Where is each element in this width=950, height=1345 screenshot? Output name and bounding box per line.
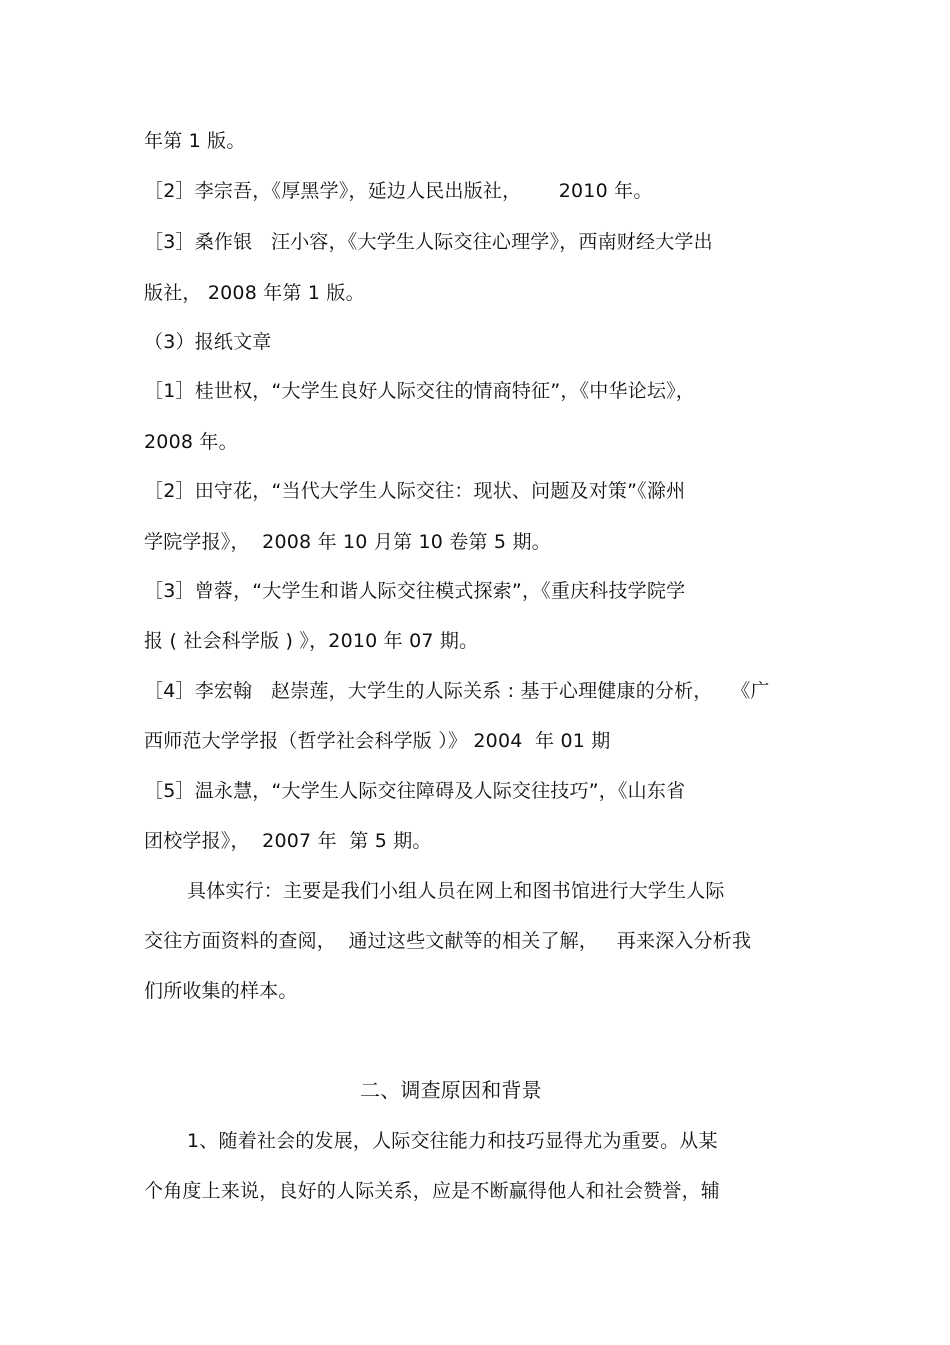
paragraph-line: 具体实行：主要是我们小组人员在网上和图书馆进行大学生人际 (187, 880, 725, 902)
reference-entry: ［3］曾蓉，“大学生和谐人际交往模式探索”，《重庆科技学院学 (144, 580, 686, 602)
reference-entry: ［4］李宏翰 赵崇莲，大学生的人际关系 : 基于心理健康的分析， 《广 (144, 680, 770, 702)
paragraph-line: 1、随着社会的发展，人际交往能力和技巧显得尤为重要。从某 (187, 1130, 718, 1152)
reference-entry: ［1］桂世权，“大学生良好人际交往的情商特征”，《中华论坛》， (144, 380, 695, 402)
reference-entry: ［3］桑作银 汪小容，《大学生人际交往心理学》，西南财经大学出 (144, 231, 713, 253)
text-line: 团校学报》， 2007 年 第 5 期。 (144, 830, 432, 852)
paragraph-line: 交往方面资料的查阅， 通过这些文献等的相关了解， 再来深入分析我 (144, 930, 752, 952)
reference-entry: ［2］李宗吾，《厚黑学》，延边人民出版社， 2010 年。 (144, 180, 653, 202)
text-line: 报 ( 社会科学版 ) 》，2010 年 07 期。 (144, 630, 479, 652)
paragraph-line: 们所收集的样本。 (144, 980, 298, 1002)
text-line: 2008 年。 (144, 431, 238, 453)
text-line: 版社， 2008 年第 1 版。 (144, 282, 365, 304)
section-label: （3）报纸文章 (144, 331, 272, 353)
text-line: 年第 1 版。 (144, 130, 246, 152)
reference-entry: ［2］田守花，“当代大学生人际交往：现状、问题及对策”《滁州 (144, 480, 686, 502)
section-heading: 二、调查原因和背景 (360, 1078, 542, 1102)
reference-entry: ［5］温永慧，“大学生人际交往障碍及人际交往技巧”，《山东省 (144, 780, 686, 802)
text-line: 学院学报》， 2008 年 10 月第 10 卷第 5 期。 (144, 531, 551, 553)
paragraph-line: 个角度上来说，良好的人际关系，应是不断赢得他人和社会赞誉，辅 (144, 1180, 721, 1202)
text-line: 西师范大学学报（哲学社会科学版 ）》 2004 年 01 期 (144, 730, 611, 752)
